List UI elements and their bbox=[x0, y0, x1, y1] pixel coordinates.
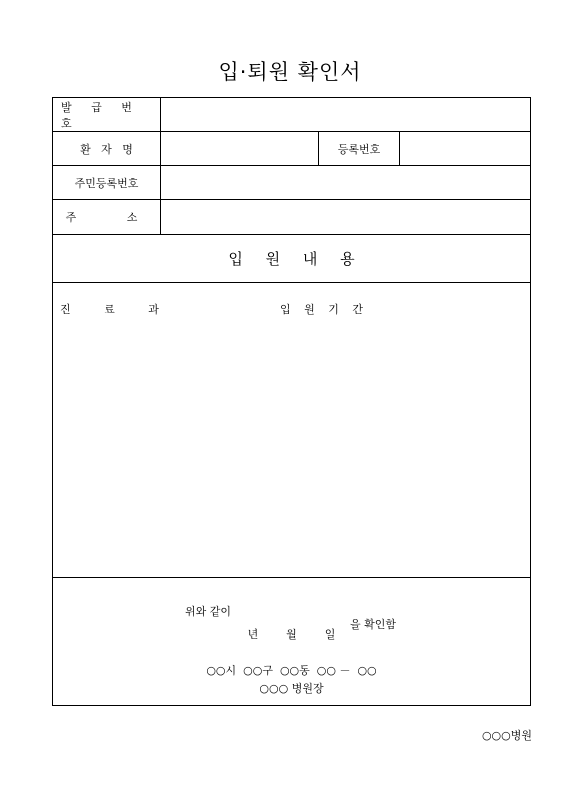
date-line: 년 월 일 bbox=[247, 628, 336, 641]
issue-number-label bbox=[53, 98, 161, 131]
confirmation-form bbox=[52, 97, 531, 706]
document-title: 입·퇴원 확인서 bbox=[218, 60, 362, 84]
address-text: 주 소 bbox=[65, 211, 148, 224]
confirm-right-text: 을 확인함 bbox=[350, 618, 397, 631]
resident-number-text: 주민등록번호 bbox=[74, 176, 139, 190]
hospital-name: ○○○병원 bbox=[481, 729, 532, 742]
admission-period-label: 입 원 기 간 bbox=[280, 303, 368, 316]
confirmation-footer bbox=[53, 578, 530, 705]
row-patient bbox=[53, 132, 530, 166]
director-line: ○○○ 병원장 bbox=[259, 682, 324, 695]
row-address bbox=[53, 200, 530, 235]
issue-number-field[interactable] bbox=[161, 98, 530, 131]
department-label: 진 료 과 bbox=[60, 303, 174, 316]
address-line: ○○시 ○○구 ○○동 ○○ － ○○ bbox=[206, 664, 377, 677]
admission-detail-area[interactable] bbox=[53, 283, 530, 578]
registration-number-label: 등록번호 bbox=[318, 132, 400, 165]
patient-name-field[interactable] bbox=[161, 132, 318, 165]
resident-number-field[interactable] bbox=[161, 166, 530, 199]
row-issue-number bbox=[53, 98, 530, 132]
resident-number-label bbox=[53, 166, 161, 199]
confirm-left-text: 위와 같이 bbox=[185, 605, 232, 618]
issue-number-text: 발 급 번 호 bbox=[61, 100, 140, 130]
address-label bbox=[53, 200, 161, 234]
registration-number-field[interactable] bbox=[400, 132, 530, 165]
section-heading: 입 원 내 용 bbox=[53, 235, 530, 283]
row-resident-number bbox=[53, 166, 530, 200]
address-field[interactable] bbox=[161, 200, 530, 234]
patient-name-label bbox=[53, 132, 161, 165]
patient-name-text: 환 자 명 bbox=[80, 142, 133, 156]
